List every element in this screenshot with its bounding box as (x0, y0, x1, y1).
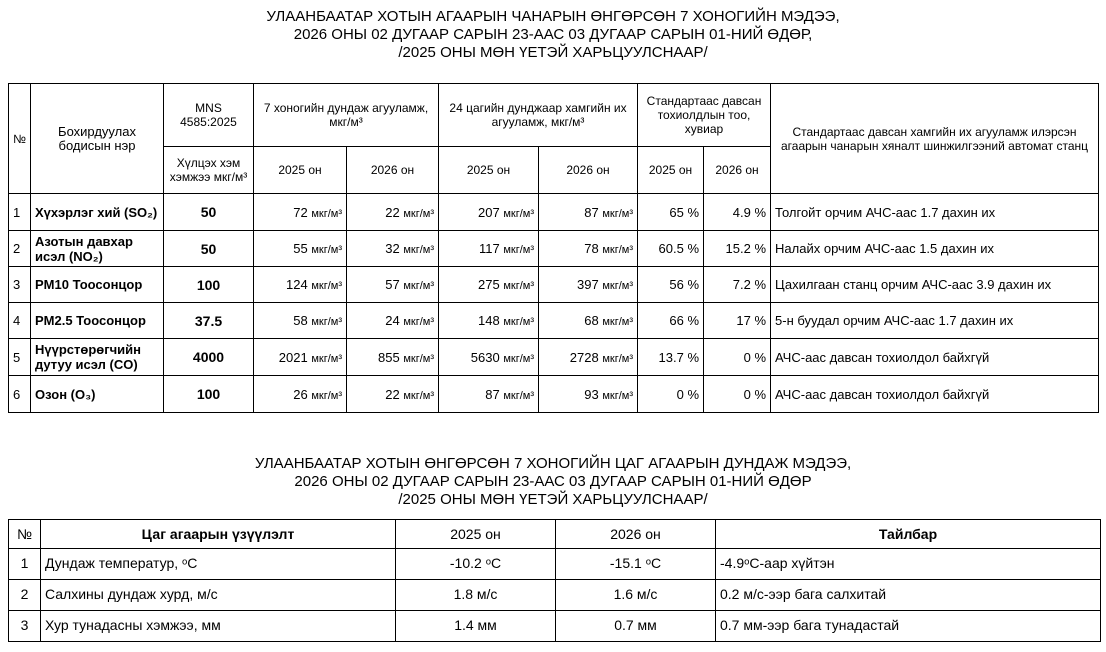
station: АЧС-аас давсан тохиолдол байхгүй (771, 339, 1099, 376)
header-exceed: Стандартаас давсан тохиолдлын тоо, хувиар (638, 84, 771, 147)
limit-value: 50 (164, 231, 254, 267)
unit: мкг/м³ (403, 389, 434, 402)
limit-value: 4000 (164, 339, 254, 376)
value: 148 (478, 313, 500, 328)
value-2026: 1.6 м/с (556, 580, 716, 611)
pollutant-name: Нүүрстөрөгчийн дутуу исэл (CO) (31, 339, 164, 376)
header-indicator: Цаг агаарын үзүүлэлт (41, 520, 396, 549)
table-row (9, 231, 1099, 267)
row-no: 2 (9, 580, 41, 611)
title-line: 2026 ОНЫ 02 ДУГААР САРЫН 23-ААС 03 ДУГААР САРЫН 01-НИЙ ӨДӨР (294, 473, 812, 490)
limit-value: 50 (164, 194, 254, 231)
station: Налайх орчим АЧС-аас 1.5 дахин их (771, 231, 1099, 267)
unit: мкг/м³ (403, 244, 434, 256)
exceed-2026: 17 % (704, 303, 771, 339)
max-2026 (539, 231, 638, 267)
avg-2026 (347, 376, 439, 413)
header-mns: MNS 4585:2025 (164, 84, 254, 147)
table-row (9, 376, 1099, 413)
title-line: УЛААНБААТАР ХОТЫН АГААРЫН ЧАНАРЫН ӨНГӨРСӨН 7 ХОНОГИЙН МЭДЭЭ, (266, 8, 840, 25)
max-2025 (439, 376, 539, 413)
unit: мкг/м³ (503, 280, 534, 292)
header-2025: 2025 он (396, 520, 556, 549)
exceed-2025: 65 % (638, 194, 704, 231)
max-2026 (539, 267, 638, 303)
table-row (9, 580, 1101, 611)
table-row (9, 339, 1099, 376)
header-7day-avg: 7 хоногийн дундаж агууламж, мкг/м³ (254, 84, 439, 147)
indicator: Салхины дундаж хурд, м/с (41, 580, 396, 611)
value: 2728 (569, 349, 599, 365)
exceed-2025: 60.5 % (638, 231, 704, 267)
table-row (9, 194, 1099, 231)
title-line: /2025 ОНЫ МӨН ҮЕТЭЙ ХАРЬЦУУЛСНААР/ (398, 491, 708, 508)
station: Толгойт орчим АЧС-аас 1.7 дахин их (771, 194, 1099, 231)
avg-2026 (347, 194, 439, 231)
exceed-2026: 0 % (704, 376, 771, 413)
unit: мкг/м³ (602, 244, 634, 256)
max-2025 (439, 339, 539, 376)
value: 24 (385, 313, 400, 328)
unit: мкг/м³ (311, 280, 342, 292)
unit: мкг/м³ (311, 244, 342, 256)
unit: мкг/м³ (602, 280, 634, 292)
value-2025: 1.8 м/с (396, 580, 556, 611)
table-row (9, 611, 1101, 642)
exceed-2026: 4.9 % (704, 194, 771, 231)
exceed-2026: 7.2 % (704, 267, 771, 303)
exceed-2026: 15.2 % (704, 231, 771, 267)
header-limit: Хүлцэх хэм хэмжээ мкг/м³ (164, 147, 254, 194)
exceed-2025: 66 % (638, 303, 704, 339)
value-2026: -15.1 ᵒC (556, 549, 716, 580)
header-no: № (9, 520, 41, 549)
report-title-air-quality (0, 8, 1106, 62)
unit: мкг/м³ (503, 352, 534, 365)
header-no: № (9, 84, 31, 194)
title-line: 2026 ОНЫ 02 ДУГААР САРЫН 23-ААС 03 ДУГААР САРЫН 01-НИЙ ӨДӨР, (293, 26, 813, 43)
value-2025: 1.4 мм (396, 611, 556, 642)
limit-value: 37.5 (164, 303, 254, 339)
note: 0.7 мм-ээр бага тунадастай (716, 611, 1101, 642)
avg-2025 (254, 376, 347, 413)
max-2026 (539, 376, 638, 413)
avg-2025 (254, 303, 347, 339)
value: 68 (584, 313, 599, 328)
unit: мкг/м³ (311, 389, 342, 402)
value: 78 (584, 241, 599, 256)
value-2025: -10.2 ᵒC (396, 549, 556, 580)
avg-2025 (254, 339, 347, 376)
station: Цахилгаан станц орчим АЧС-аас 3.9 дахин их (771, 267, 1099, 303)
limit-value: 100 (164, 376, 254, 413)
avg-2026 (347, 231, 439, 267)
row-no: 4 (9, 303, 31, 339)
value: 87 (584, 204, 599, 220)
avg-2025 (254, 231, 347, 267)
value: 207 (478, 204, 500, 220)
header-pollutant: Бохирдуулах бодисын нэр (31, 84, 164, 194)
exceed-2026: 0 % (704, 339, 771, 376)
value: 87 (485, 386, 500, 402)
exceed-2025: 13.7 % (638, 339, 704, 376)
pollutant-name: PM2.5 Тоосонцор (31, 303, 164, 339)
weather-table (8, 519, 1101, 642)
table-row (9, 303, 1099, 339)
value: 22 (385, 386, 400, 402)
unit: мкг/м³ (403, 352, 434, 365)
title-line: УЛААНБААТАР ХОТЫН ӨНГӨРСӨН 7 ХОНОГИЙН ЦАГ АГААРЫН ДУНДАЖ МЭДЭЭ, (254, 455, 852, 472)
header-2026: 2026 он (556, 520, 716, 549)
avg-2025 (254, 267, 347, 303)
table-row (9, 267, 1099, 303)
unit: мкг/м³ (503, 207, 534, 220)
value: 58 (293, 313, 308, 328)
pollutant-name: PM10 Тоосонцор (31, 267, 164, 303)
header-24h-max: 24 цагийн дунджаар хамгийн их агууламж, мкг/м³ (439, 84, 638, 147)
title-line: /2025 ОНЫ МӨН ҮЕТЭЙ ХАРЬЦУУЛСНААР/ (398, 44, 708, 61)
avg-2026 (347, 303, 439, 339)
pollutant-name: Озон (O₃) (31, 376, 164, 413)
indicator: Хур тунадасны хэмжээ, мм (41, 611, 396, 642)
unit: мкг/м³ (602, 316, 634, 328)
exceed-2025: 56 % (638, 267, 704, 303)
value: 5630 (470, 349, 500, 365)
value: 93 (584, 386, 599, 402)
header-station: Стандартаас давсан хамгийн их агууламж илэрсэн агаарын чанарын хяналт шинжилгээний автомат станц (771, 84, 1099, 194)
unit: мкг/м³ (503, 244, 534, 256)
value: 275 (478, 277, 500, 292)
note: 0.2 м/с-ээр бага салхитай (716, 580, 1101, 611)
row-no: 3 (9, 267, 31, 303)
header-avg-2025: 2025 он (254, 147, 347, 194)
value: 26 (293, 386, 308, 402)
max-2026 (539, 194, 638, 231)
unit: мкг/м³ (403, 207, 434, 220)
value: 397 (577, 277, 599, 292)
row-no: 1 (9, 549, 41, 580)
unit: мкг/м³ (311, 352, 342, 365)
header-note: Тайлбар (716, 520, 1101, 549)
pollutant-name: Хүхэрлэг хий (SO₂) (31, 194, 164, 231)
max-2026 (539, 303, 638, 339)
unit: мкг/м³ (602, 352, 634, 365)
unit: мкг/м³ (503, 389, 534, 402)
report-title-weather (0, 455, 1106, 509)
row-no: 5 (9, 339, 31, 376)
unit: мкг/м³ (503, 316, 534, 328)
limit-value: 100 (164, 267, 254, 303)
value: 22 (385, 204, 400, 220)
value-2026: 0.7 мм (556, 611, 716, 642)
header-exceed-2025: 2025 он (638, 147, 704, 194)
avg-2026 (347, 339, 439, 376)
value: 72 (293, 204, 308, 220)
row-no: 6 (9, 376, 31, 413)
value: 855 (378, 349, 400, 365)
value: 2021 (278, 349, 308, 365)
header-max-2026: 2026 он (539, 147, 638, 194)
header-max-2025: 2025 он (439, 147, 539, 194)
header-exceed-2026: 2026 он (704, 147, 771, 194)
max-2025 (439, 303, 539, 339)
note: -4.9ᵒC-аар хүйтэн (716, 549, 1101, 580)
unit: мкг/м³ (602, 207, 634, 220)
unit: мкг/м³ (403, 316, 434, 328)
row-no: 3 (9, 611, 41, 642)
station: 5-н буудал орчим АЧС-аас 1.7 дахин их (771, 303, 1099, 339)
pollutant-name: Азотын давхар исэл (NO₂) (31, 231, 164, 267)
unit: мкг/м³ (311, 207, 342, 220)
max-2025 (439, 267, 539, 303)
value: 57 (385, 277, 400, 292)
indicator: Дундаж температур, ᵒC (41, 549, 396, 580)
value: 124 (286, 277, 308, 292)
value: 117 (478, 241, 500, 256)
row-no: 2 (9, 231, 31, 267)
unit: мкг/м³ (403, 280, 434, 292)
air-quality-table (8, 83, 1099, 413)
max-2025 (439, 231, 539, 267)
max-2026 (539, 339, 638, 376)
avg-2026 (347, 267, 439, 303)
unit: мкг/м³ (311, 316, 342, 328)
station: АЧС-аас давсан тохиолдол байхгүй (771, 376, 1099, 413)
unit: мкг/м³ (602, 389, 634, 402)
table-row (9, 549, 1101, 580)
value: 55 (293, 241, 308, 256)
avg-2025 (254, 194, 347, 231)
max-2025 (439, 194, 539, 231)
value: 32 (385, 241, 400, 256)
exceed-2025: 0 % (638, 376, 704, 413)
row-no: 1 (9, 194, 31, 231)
header-avg-2026: 2026 он (347, 147, 439, 194)
